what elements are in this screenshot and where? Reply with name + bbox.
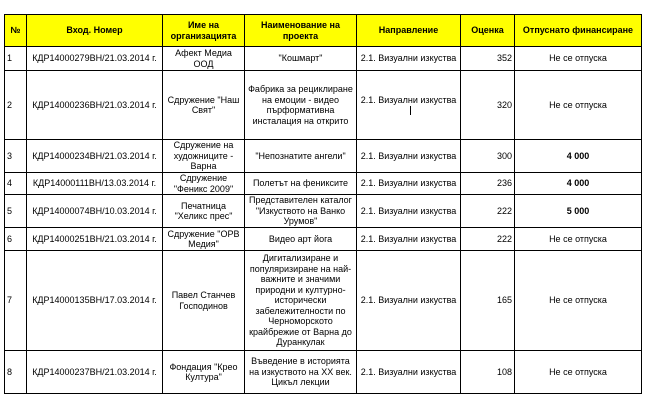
direction: 2.1. Визуални изкуства xyxy=(357,228,461,251)
project-title: Представителен каталог "Изкуството на Ванко Урумов" xyxy=(245,195,357,228)
table-row xyxy=(5,228,642,251)
header-incoming-number: Вход. Номер xyxy=(27,15,163,47)
row-no: 4 xyxy=(5,173,27,195)
header-row xyxy=(5,15,642,47)
incoming-number: КДР14000234ВН/21.03.2014 г. xyxy=(27,140,163,173)
project-title: "Непознатите ангели" xyxy=(245,140,357,173)
table-row xyxy=(5,71,642,140)
table-row xyxy=(5,173,642,195)
incoming-number: КДР14000074ВН/10.03.2014 г. xyxy=(27,195,163,228)
organization: Павел Станчев Господинов xyxy=(163,251,245,351)
funding: 4 000 xyxy=(515,140,642,173)
score: 108 xyxy=(461,351,515,394)
row-no: 6 xyxy=(5,228,27,251)
table-row xyxy=(5,351,642,394)
funding: 5 000 xyxy=(515,195,642,228)
incoming-number: КДР14000251ВН/21.03.2014 г. xyxy=(27,228,163,251)
header-organization: Име на организацията xyxy=(163,15,245,47)
organization: Афект Медиа ООД xyxy=(163,47,245,71)
header-no: № xyxy=(5,15,27,47)
direction: 2.1. Визуални изкуства xyxy=(357,251,461,351)
score: 222 xyxy=(461,195,515,228)
incoming-number: КДР14000111ВН/13.03.2014 г. xyxy=(27,173,163,195)
funding: Не се отпуска xyxy=(515,228,642,251)
header-project: Наименование на проекта xyxy=(245,15,357,47)
funding: Не се отпуска xyxy=(515,71,642,140)
row-no: 3 xyxy=(5,140,27,173)
score: 352 xyxy=(461,47,515,71)
text-cursor-icon xyxy=(410,106,411,115)
score: 320 xyxy=(461,71,515,140)
row-no: 1 xyxy=(5,47,27,71)
header-direction: Направление xyxy=(357,15,461,47)
organization: Печатница "Хеликс прес" xyxy=(163,195,245,228)
grants-table xyxy=(4,14,642,394)
funding: Не се отпуска xyxy=(515,351,642,394)
score: 165 xyxy=(461,251,515,351)
funding: 4 000 xyxy=(515,173,642,195)
row-no: 2 xyxy=(5,71,27,140)
funding: Не се отпуска xyxy=(515,47,642,71)
incoming-number: КДР14000236ВН/21.03.2014 г. xyxy=(27,71,163,140)
table-row xyxy=(5,195,642,228)
direction: 2.1. Визуални изкуства xyxy=(357,351,461,394)
project-title: Полетът на фениксите xyxy=(245,173,357,195)
score: 236 xyxy=(461,173,515,195)
row-no: 8 xyxy=(5,351,27,394)
organization: Сдружение на художниците - Варна xyxy=(163,140,245,173)
organization: Сдружение "Наш Свят" xyxy=(163,71,245,140)
project-title: Видео арт йога xyxy=(245,228,357,251)
direction: 2.1. Визуални изкуства xyxy=(357,195,461,228)
direction: 2.1. Визуални изкуства xyxy=(357,140,461,173)
row-no: 7 xyxy=(5,251,27,351)
organization: Сдружение "Феникс 2009" xyxy=(163,173,245,195)
project-title: Дигитализиране и популяризиране на най-важните и значими природни и културно-исторически забележителности по Черноморското крайбрежие от Варна до Дуранкулак xyxy=(245,251,357,351)
table-row xyxy=(5,251,642,351)
funding: Не се отпуска xyxy=(515,251,642,351)
score: 222 xyxy=(461,228,515,251)
project-title: Въведение в историята на изкуството на XX век. Цикъл лекции xyxy=(245,351,357,394)
table-row xyxy=(5,47,642,71)
header-score: Оценка xyxy=(461,15,515,47)
incoming-number: КДР14000237ВН/21.03.2014 г. xyxy=(27,351,163,394)
organization: Фондация "Крео Култура" xyxy=(163,351,245,394)
direction: 2.1. Визуални изкуства xyxy=(360,94,457,105)
direction: 2.1. Визуални изкуства xyxy=(357,47,461,71)
organization: Сдружение "ОРВ Медия" xyxy=(163,228,245,251)
incoming-number: КДР14000279ВН/21.03.2014 г. xyxy=(27,47,163,71)
score: 300 xyxy=(461,140,515,173)
direction-cell xyxy=(357,71,461,140)
row-no: 5 xyxy=(5,195,27,228)
project-title: "Кошмарт" xyxy=(245,47,357,71)
header-funding: Отпуснато финансиране xyxy=(515,15,642,47)
table-row xyxy=(5,140,642,173)
direction: 2.1. Визуални изкуства xyxy=(357,173,461,195)
incoming-number: КДР14000135ВН/17.03.2014 г. xyxy=(27,251,163,351)
project-title: Фабрика за рециклиране на емоции - видео пърформативна инсталация на открито xyxy=(245,71,357,140)
